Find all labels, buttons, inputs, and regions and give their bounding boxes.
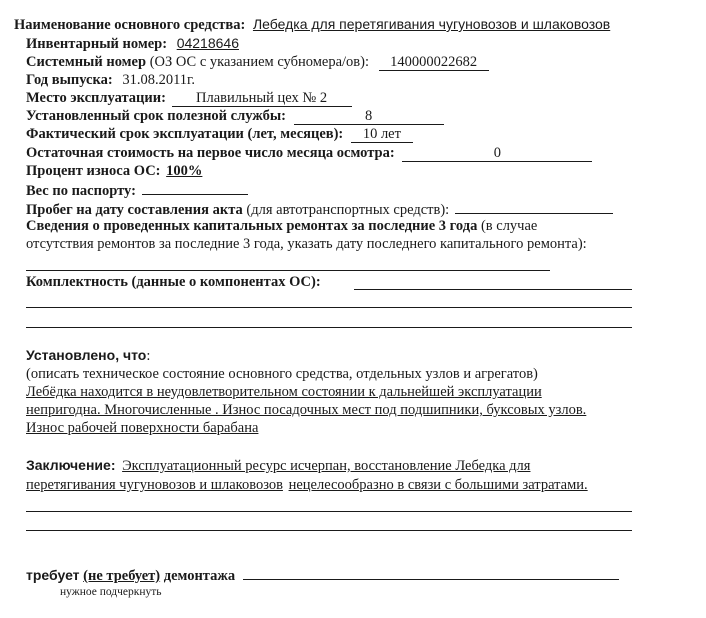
completeness-blank-3 xyxy=(26,327,632,328)
completeness-row xyxy=(26,274,321,291)
established-label: Установлено, что xyxy=(26,347,147,363)
system-number-label: Системный номер xyxy=(26,54,147,70)
repairs-label: Сведения о проведенных капитальных ремонтах за последние 3 года xyxy=(26,218,478,234)
established-text-line-1 xyxy=(26,384,542,401)
repairs-blank-line xyxy=(26,270,550,271)
asset-name-row xyxy=(14,16,610,34)
inventory-number-value: 04218646 xyxy=(176,35,239,51)
year-value: 31.08.2011г. xyxy=(122,72,195,88)
asset-name-label: Наименование основного средства: xyxy=(14,17,246,33)
useful-life-label: Установленный срок полезной службы: xyxy=(26,108,287,124)
established-text-3: Износ рабочей поверхности барабана xyxy=(26,420,259,436)
asset-name-value: Лебедка для перетягивания чугуновозов и шлаковозов xyxy=(252,16,611,32)
completeness-label: Комплектность (данные о компонентах ОС): xyxy=(26,274,321,290)
passport-weight-row xyxy=(26,181,248,200)
dismantling-hint: нужное подчеркнуть xyxy=(60,586,162,598)
year-row xyxy=(26,72,195,89)
established-note-row xyxy=(26,366,538,383)
actual-life-row xyxy=(26,126,413,143)
repairs-note-2: отсутствия ремонтов за последние 3 года, указать дату последнего капитального ремонта): xyxy=(26,236,587,252)
actual-life-value: 10 лет xyxy=(351,127,413,143)
system-number-value: 140000022682 xyxy=(379,55,489,71)
year-label: Год выпуска: xyxy=(26,72,113,88)
conclusion-text-1: Эксплуатационный ресурс исчерпан, восстановление Лебедка для xyxy=(122,458,531,474)
passport-weight-blank xyxy=(142,181,248,195)
established-text-1b: эксплуатации xyxy=(458,384,542,400)
wear-row xyxy=(26,163,202,180)
repairs-note-row xyxy=(26,236,587,253)
dismantling-not-requires: (не требует) xyxy=(83,568,161,584)
wear-value: 100% xyxy=(166,163,203,179)
location-label: Место эксплуатации: xyxy=(26,90,166,106)
inventory-number-label: Инвентарный номер: xyxy=(26,36,168,52)
repairs-note-1: (в случае xyxy=(480,218,538,234)
established-note: (описать техническое состояние основного средства, отдельных узлов и агрегатов) xyxy=(26,366,538,382)
residual-value-label: Остаточная стоимость на первое число месяца осмотра: xyxy=(26,145,395,161)
dismantling-row xyxy=(26,566,619,585)
dismantling-requires: требует xyxy=(26,567,80,583)
passport-weight-label: Вес по паспорту: xyxy=(26,183,136,199)
mileage-note: (для автотранспортных средств): xyxy=(246,202,450,218)
repairs-row xyxy=(26,218,537,235)
conclusion-text-2a: перетягивания чугуновозов и шлаковозов xyxy=(26,477,283,493)
conclusion-row xyxy=(26,457,530,475)
established-text-2: непригодна. Многочисленные . Износ посадочных мест под подшипники, буксовых узлов. xyxy=(26,402,587,418)
established-row xyxy=(26,347,150,365)
useful-life-row xyxy=(26,108,444,125)
inventory-number-row xyxy=(26,35,239,53)
actual-life-label: Фактический срок эксплуатации (лет, месяцев): xyxy=(26,126,344,142)
location-value: Плавильный цех № 2 xyxy=(172,91,352,107)
wear-label: Процент износа ОС: xyxy=(26,163,161,179)
residual-value-value: 0 xyxy=(402,146,592,162)
system-number-note: (ОЗ ОС с указанием субномера/ов): xyxy=(149,54,370,70)
established-text-line-3 xyxy=(26,420,258,437)
conclusion-blank-1 xyxy=(26,511,632,512)
dismantling-blank xyxy=(243,566,619,580)
conclusion-blank-2 xyxy=(26,530,632,531)
system-number-row xyxy=(26,54,489,71)
conclusion-text-line-2 xyxy=(26,477,588,494)
mileage-label: Пробег на дату составления акта xyxy=(26,202,243,218)
dismantling-label: демонтажа xyxy=(163,568,236,584)
mileage-blank xyxy=(455,200,613,214)
residual-value-row xyxy=(26,145,592,162)
useful-life-value: 8 xyxy=(294,109,444,125)
conclusion-text-2b: нецелесообразно в связи с большими затратами. xyxy=(288,477,588,493)
dismantling-hint-row xyxy=(60,584,162,601)
mileage-row xyxy=(26,200,613,219)
location-row xyxy=(26,90,352,107)
conclusion-label: Заключение: xyxy=(26,457,116,473)
completeness-blank-1 xyxy=(354,289,632,290)
established-text-1a: Лебёдка находится в неудовлетворительном состоянии к дальнейшей xyxy=(26,384,455,400)
established-colon: : xyxy=(146,348,151,364)
established-text-line-2 xyxy=(26,402,586,419)
completeness-blank-2 xyxy=(26,307,632,308)
